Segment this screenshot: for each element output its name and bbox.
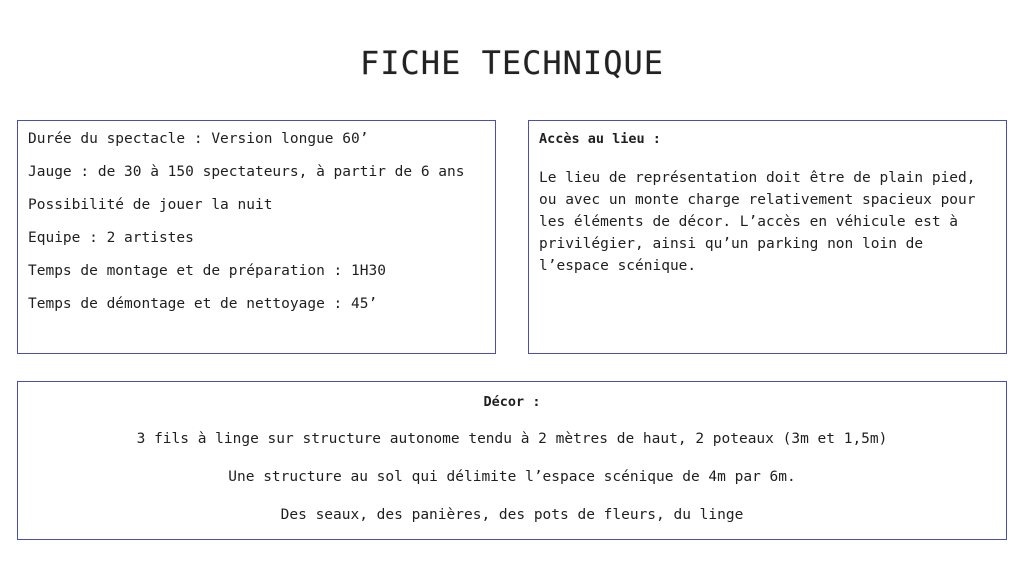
teardown-time-text: Temps de démontage et de nettoyage : 45’ [28,296,378,312]
access-box [528,120,1007,354]
audience-capacity-text: Jauge : de 30 à 150 spectateurs, à partir de 6 ans [28,164,465,180]
decor-line: 3 fils à linge sur structure autonome tendu à 2 mètres de haut, 2 poteaux (3m et 1,5m) [136,431,888,447]
night-performance-text: Possibilité de jouer la nuit [28,197,273,213]
decor-box [17,381,1007,540]
decor-heading: Décor : [483,394,541,410]
access-heading: Accès au lieu : [539,131,661,147]
duration-text: Durée du spectacle : Version longue 60’ [28,131,369,147]
page-title: FICHE TECHNIQUE [360,44,664,82]
general-info-box [17,120,496,354]
team-text: Equipe : 2 artistes [28,230,194,246]
access-description: Le lieu de représentation doit être de plain pied, ou avec un monte charge relativement spacieux pour les éléments de décor. L’accès en véhicule est à privilégier, ainsi qu’un parking non loin de l’espace scénique. [539,170,976,274]
setup-time-text: Temps de montage et de préparation : 1H30 [28,263,386,279]
decor-line: Une structure au sol qui délimite l’espace scénique de 4m par 6m. [228,469,796,485]
decor-line: Des seaux, des panières, des pots de fleurs, du linge [280,507,744,523]
